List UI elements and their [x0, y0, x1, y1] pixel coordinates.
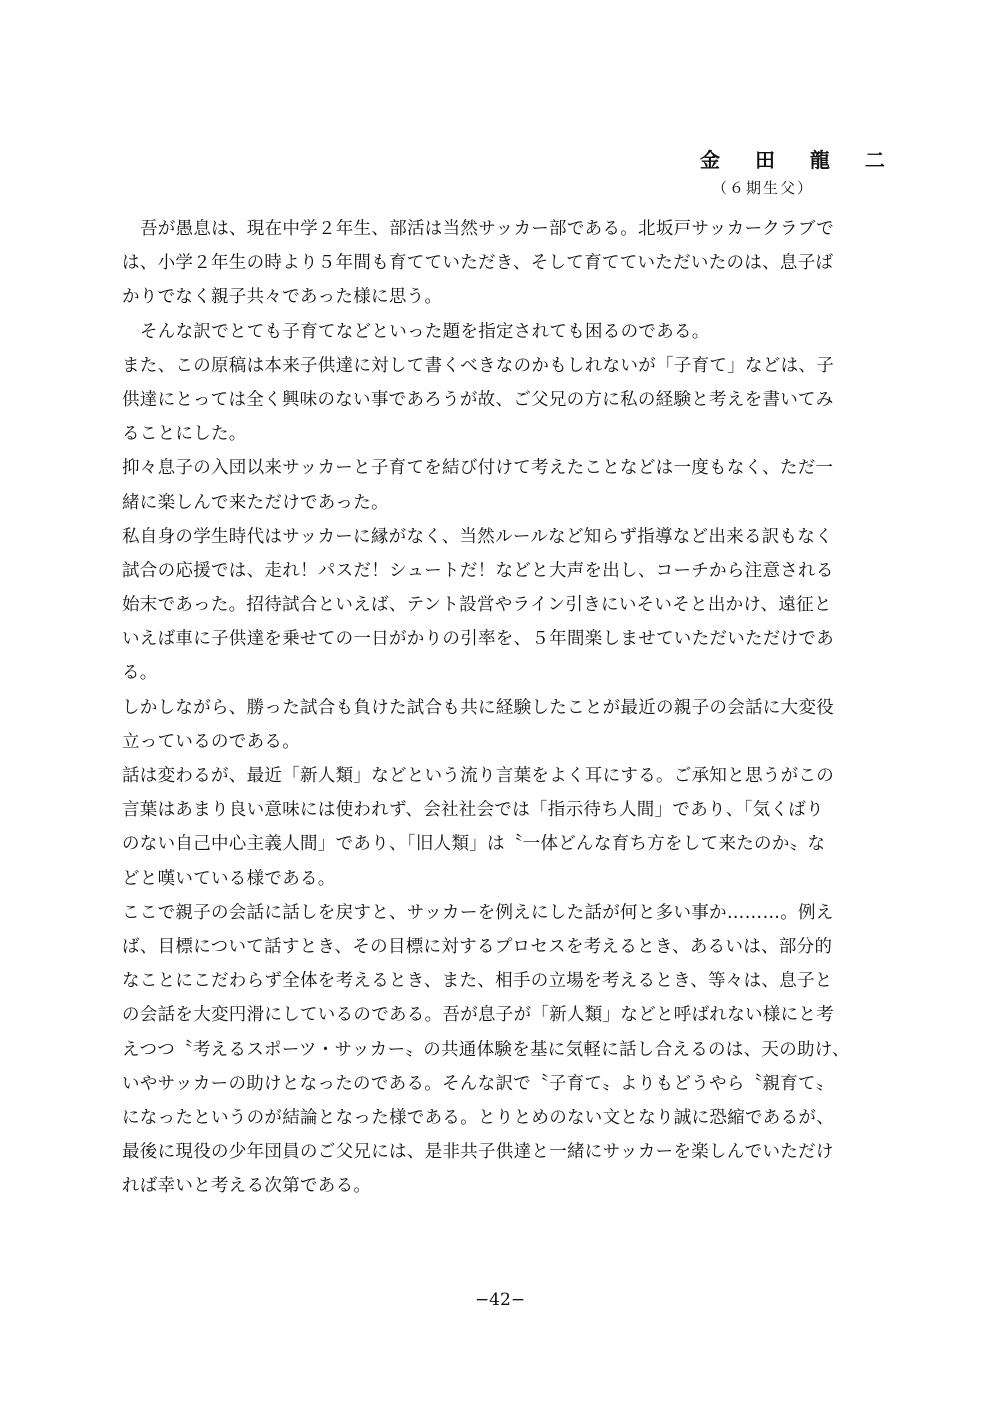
text-line: また、この原稿は本来子供達に対して書くべきなのかもしれないが「子育て」などは、子: [122, 355, 834, 376]
text-line: 最後に現役の少年団員のご父兄には、是非共子供達と一緒にサッカーを楽しんでいただけ: [122, 1142, 834, 1163]
text-line: ば、目標について話すとき、その目標に対するプロセスを考えるとき、あるいは、部分的: [122, 936, 833, 957]
text-line: かりでなく親子共々であった様に思う。: [122, 287, 443, 308]
text-line: ここで親子の会話に話しを戻すと、サッカーを例えにした話が何と多い事か………。例え: [122, 902, 834, 923]
text-line: れば幸いと考える次第である。: [122, 1176, 372, 1197]
text-line: どと嘆いている様である。: [122, 868, 336, 889]
text-line: 私自身の学生時代はサッカーに縁がなく、当然ルールなど知らず指導など出来る訳もなく: [122, 526, 833, 547]
text-line: 話は変わるが、最近「新人類」などという流り言葉をよく耳にする。ご承知と思うがこの: [122, 766, 834, 786]
text-line: なことにこだわらず全体を考えるとき、また、相手の立場を考えるとき、等々は、息子と: [122, 971, 833, 992]
page-number: −42−: [474, 1290, 526, 1310]
author-note: （６期生父）: [712, 179, 815, 197]
text-line: いやサッカーの助けとなったのである。そんな訳で〝子育て〟よりもどうやら〝親育て〟: [122, 1073, 834, 1094]
text-line: 試合の応援では、走れ！パスだ！シュートだ！などと大声を出し、コーチから注意される: [122, 560, 834, 581]
text-line: のない自己中心主義人間」であり、「旧人類」は〝一体どんな育ち方をして来たのか〟な: [122, 834, 826, 855]
text-line: は、小学２年生の時より５年間も育てていただき、そして育てていただいたのは、息子ば: [122, 253, 834, 274]
essay-body: [122, 212, 888, 1203]
text-line: ることにした。: [122, 424, 247, 445]
text-line: 立っているのである。: [122, 731, 300, 752]
text-line: 抑々息子の入団以来サッカーと子育てを結び付けて考えたことなどは一度もなく、ただ一: [122, 458, 834, 479]
text-line: えつつ〝考えるスポーツ・サッカー〟の共通体験を基に気軽に話し合えるのは、天の助け、: [122, 1039, 850, 1060]
text-line: しかしながら、勝った試合も負けた試合も共に経験したことが最近の親子の会話に大変役: [122, 697, 834, 718]
text-line: 供達にとっては全く興味のない事であろうが故、ご父兄の方に私の経験と考えを書いてみ: [122, 389, 834, 410]
text-line: になったというのが結論となった様である。とりとめのない文となり誠に恐縮であるが、: [122, 1107, 834, 1128]
text-line: そんな訳でとても子育てなどといった題を指定されても困るのである。: [140, 321, 710, 342]
text-line: 吾が愚息は、現在中学２年生、部活は当然サッカー部である。北坂戸サッカークラブで: [140, 219, 835, 239]
text-line: いえば車に子供達を乗せての一日がかりの引率を、５年間楽しませていただいただけであ: [122, 629, 834, 650]
text-line: 始末であった。招待試合といえば、テント設営やライン引きにいそいそと出かけ、遠征と: [122, 595, 832, 616]
text-line: 緒に楽しんで来ただけであった。: [122, 492, 389, 513]
text-line: る。: [122, 663, 158, 684]
author-name: 金 田 龍 二: [700, 148, 899, 172]
text-line: 言葉はあまり良い意味には使われず、会社社会では「指示待ち人間」であり、「気くばり: [122, 800, 824, 821]
text-line: の会話を大変円滑にしているのである。吾が息子が「新人類」などと呼ばれない様にと考: [122, 1005, 834, 1026]
